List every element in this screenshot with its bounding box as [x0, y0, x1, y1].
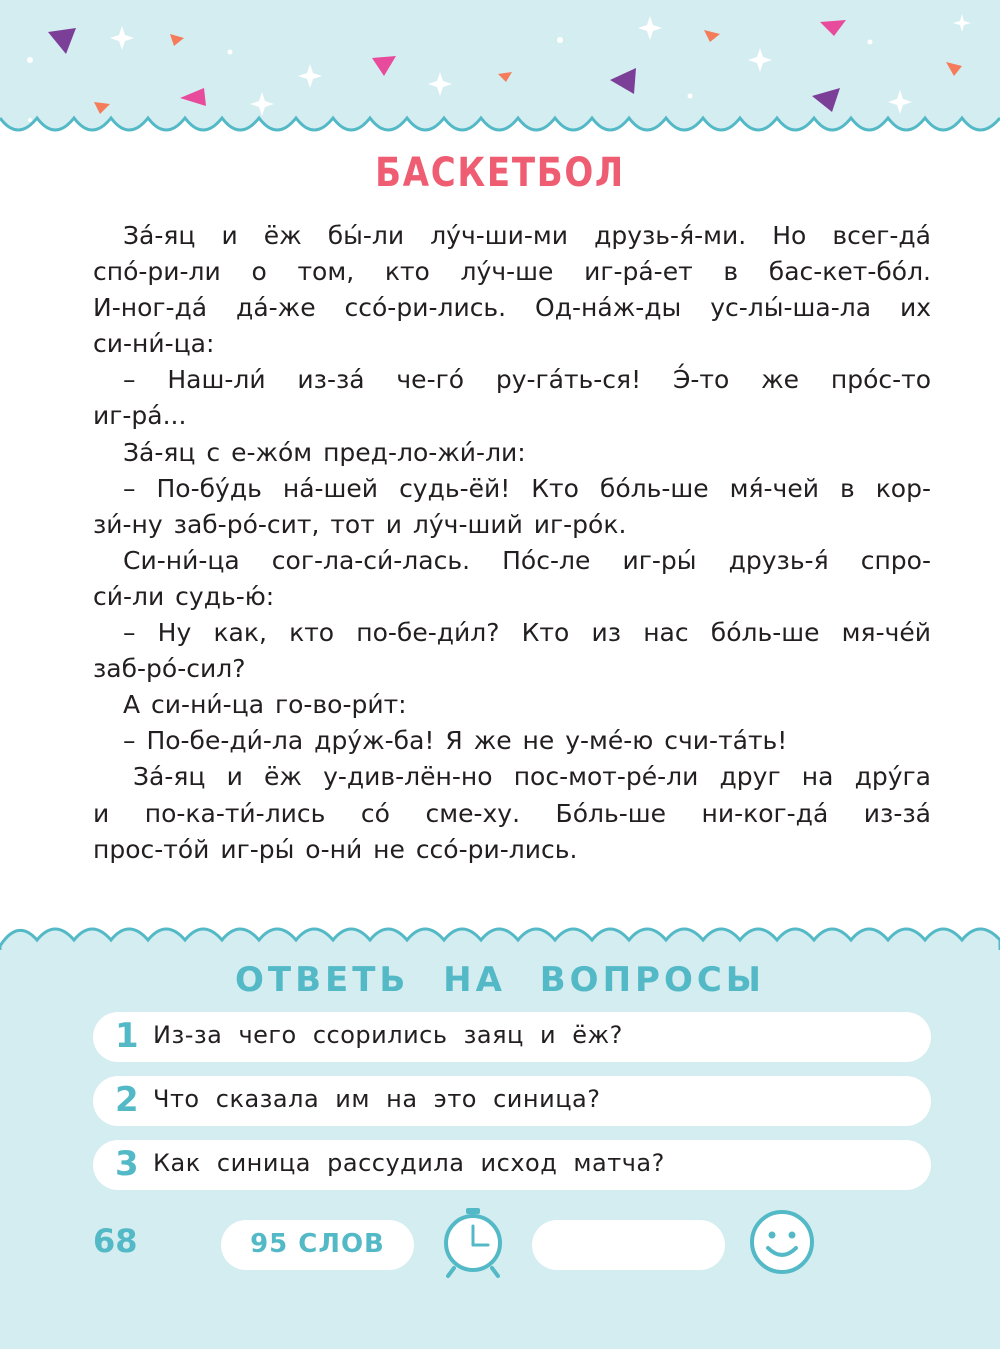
- word-count-value: 95: [250, 1229, 289, 1259]
- top-decor-band: [0, 0, 1000, 150]
- story-line: За́-яц и ёж у-див-лён-но пос-мот-ре́-ли друг на дру́га: [133, 762, 931, 792]
- story-line: – По-бе-ди́-ла дру́ж-ба! Я же не у-ме́-ю счи-та́ть!: [123, 726, 788, 756]
- story-line: си́-ли судь-ю́:: [93, 581, 275, 611]
- reading-time-field[interactable]: [532, 1220, 725, 1270]
- story-line: иг-ра́...: [93, 401, 187, 431]
- story-line: – По-бу́дь на́-шей судь-ёй! Кто бо́ль-ше мя́-чей в кор-: [123, 473, 931, 503]
- question-item: [93, 1076, 931, 1126]
- story-line: – Наш-ли́ из-за́ че-го́ ру-га́ть-ся! Э́-то же про́с-то: [123, 365, 931, 395]
- alarm-clock-icon: [440, 1206, 506, 1280]
- question-text: Из-за чего ссорились заяц и ёж?: [153, 1021, 623, 1049]
- word-count-label: СЛОВ: [298, 1229, 385, 1259]
- word-count-badge: [221, 1220, 414, 1270]
- question-text: Как синица рассудила исход матча?: [153, 1149, 665, 1177]
- smiley-face-icon: [748, 1208, 816, 1276]
- question-number: 1: [115, 1016, 139, 1056]
- story-line: За́-яц и ёж бы́-ли лу́ч-ши-ми друзь-я́-ми. Но всег-да́: [123, 221, 931, 250]
- story-title: БАСКЕТБОЛ: [375, 150, 625, 196]
- page-number: 68: [93, 1222, 138, 1260]
- story-text: [93, 218, 931, 868]
- question-text: Что сказала им на это синица?: [153, 1085, 601, 1113]
- story-line: Си-ни́-ца сог-ла-си́-лась. По́с-ле иг-ры́ друзь-я́ спро-: [123, 545, 931, 575]
- story-line: зи́-ну заб-ро́-сит, тот и лу́ч-ший иг-ро́к.: [93, 509, 627, 539]
- questions-heading: ОТВЕТЬ НА ВОПРОСЫ: [234, 960, 766, 1000]
- question-item: [93, 1012, 931, 1062]
- story-line: спо́-ри-ли о том, кто лу́ч-ше иг-ра́-ет в бас-кет-бо́л.: [93, 257, 931, 287]
- story-line: заб-ро́-сил?: [93, 654, 246, 684]
- question-number: 2: [115, 1080, 139, 1120]
- story-line: и по-ка-ти́-лись со́ сме-ху. Бо́ль-ше ни-ког-да́ из-за́: [93, 798, 931, 828]
- question-number: 3: [115, 1144, 139, 1184]
- story-line: си-ни́-ца:: [93, 329, 215, 359]
- story-line: – Ну как, кто по-бе-ди́л? Кто из нас бо́ль-ше мя-че́й: [123, 618, 931, 648]
- story-line: А си-ни́-ца го-во-ри́т:: [123, 690, 407, 720]
- story-line: И-ног-да́ да́-же ссо́-ри-лись. Од-на́ж-ды ус-лы́-ша-ла их: [93, 293, 931, 323]
- story-line: За́-яц с е-жо́м пред-ло-жи́-ли:: [123, 437, 526, 467]
- question-item: [93, 1140, 931, 1190]
- story-line: прос-то́й иг-ры́ о-ни́ не ссо́-ри-лись.: [93, 834, 578, 864]
